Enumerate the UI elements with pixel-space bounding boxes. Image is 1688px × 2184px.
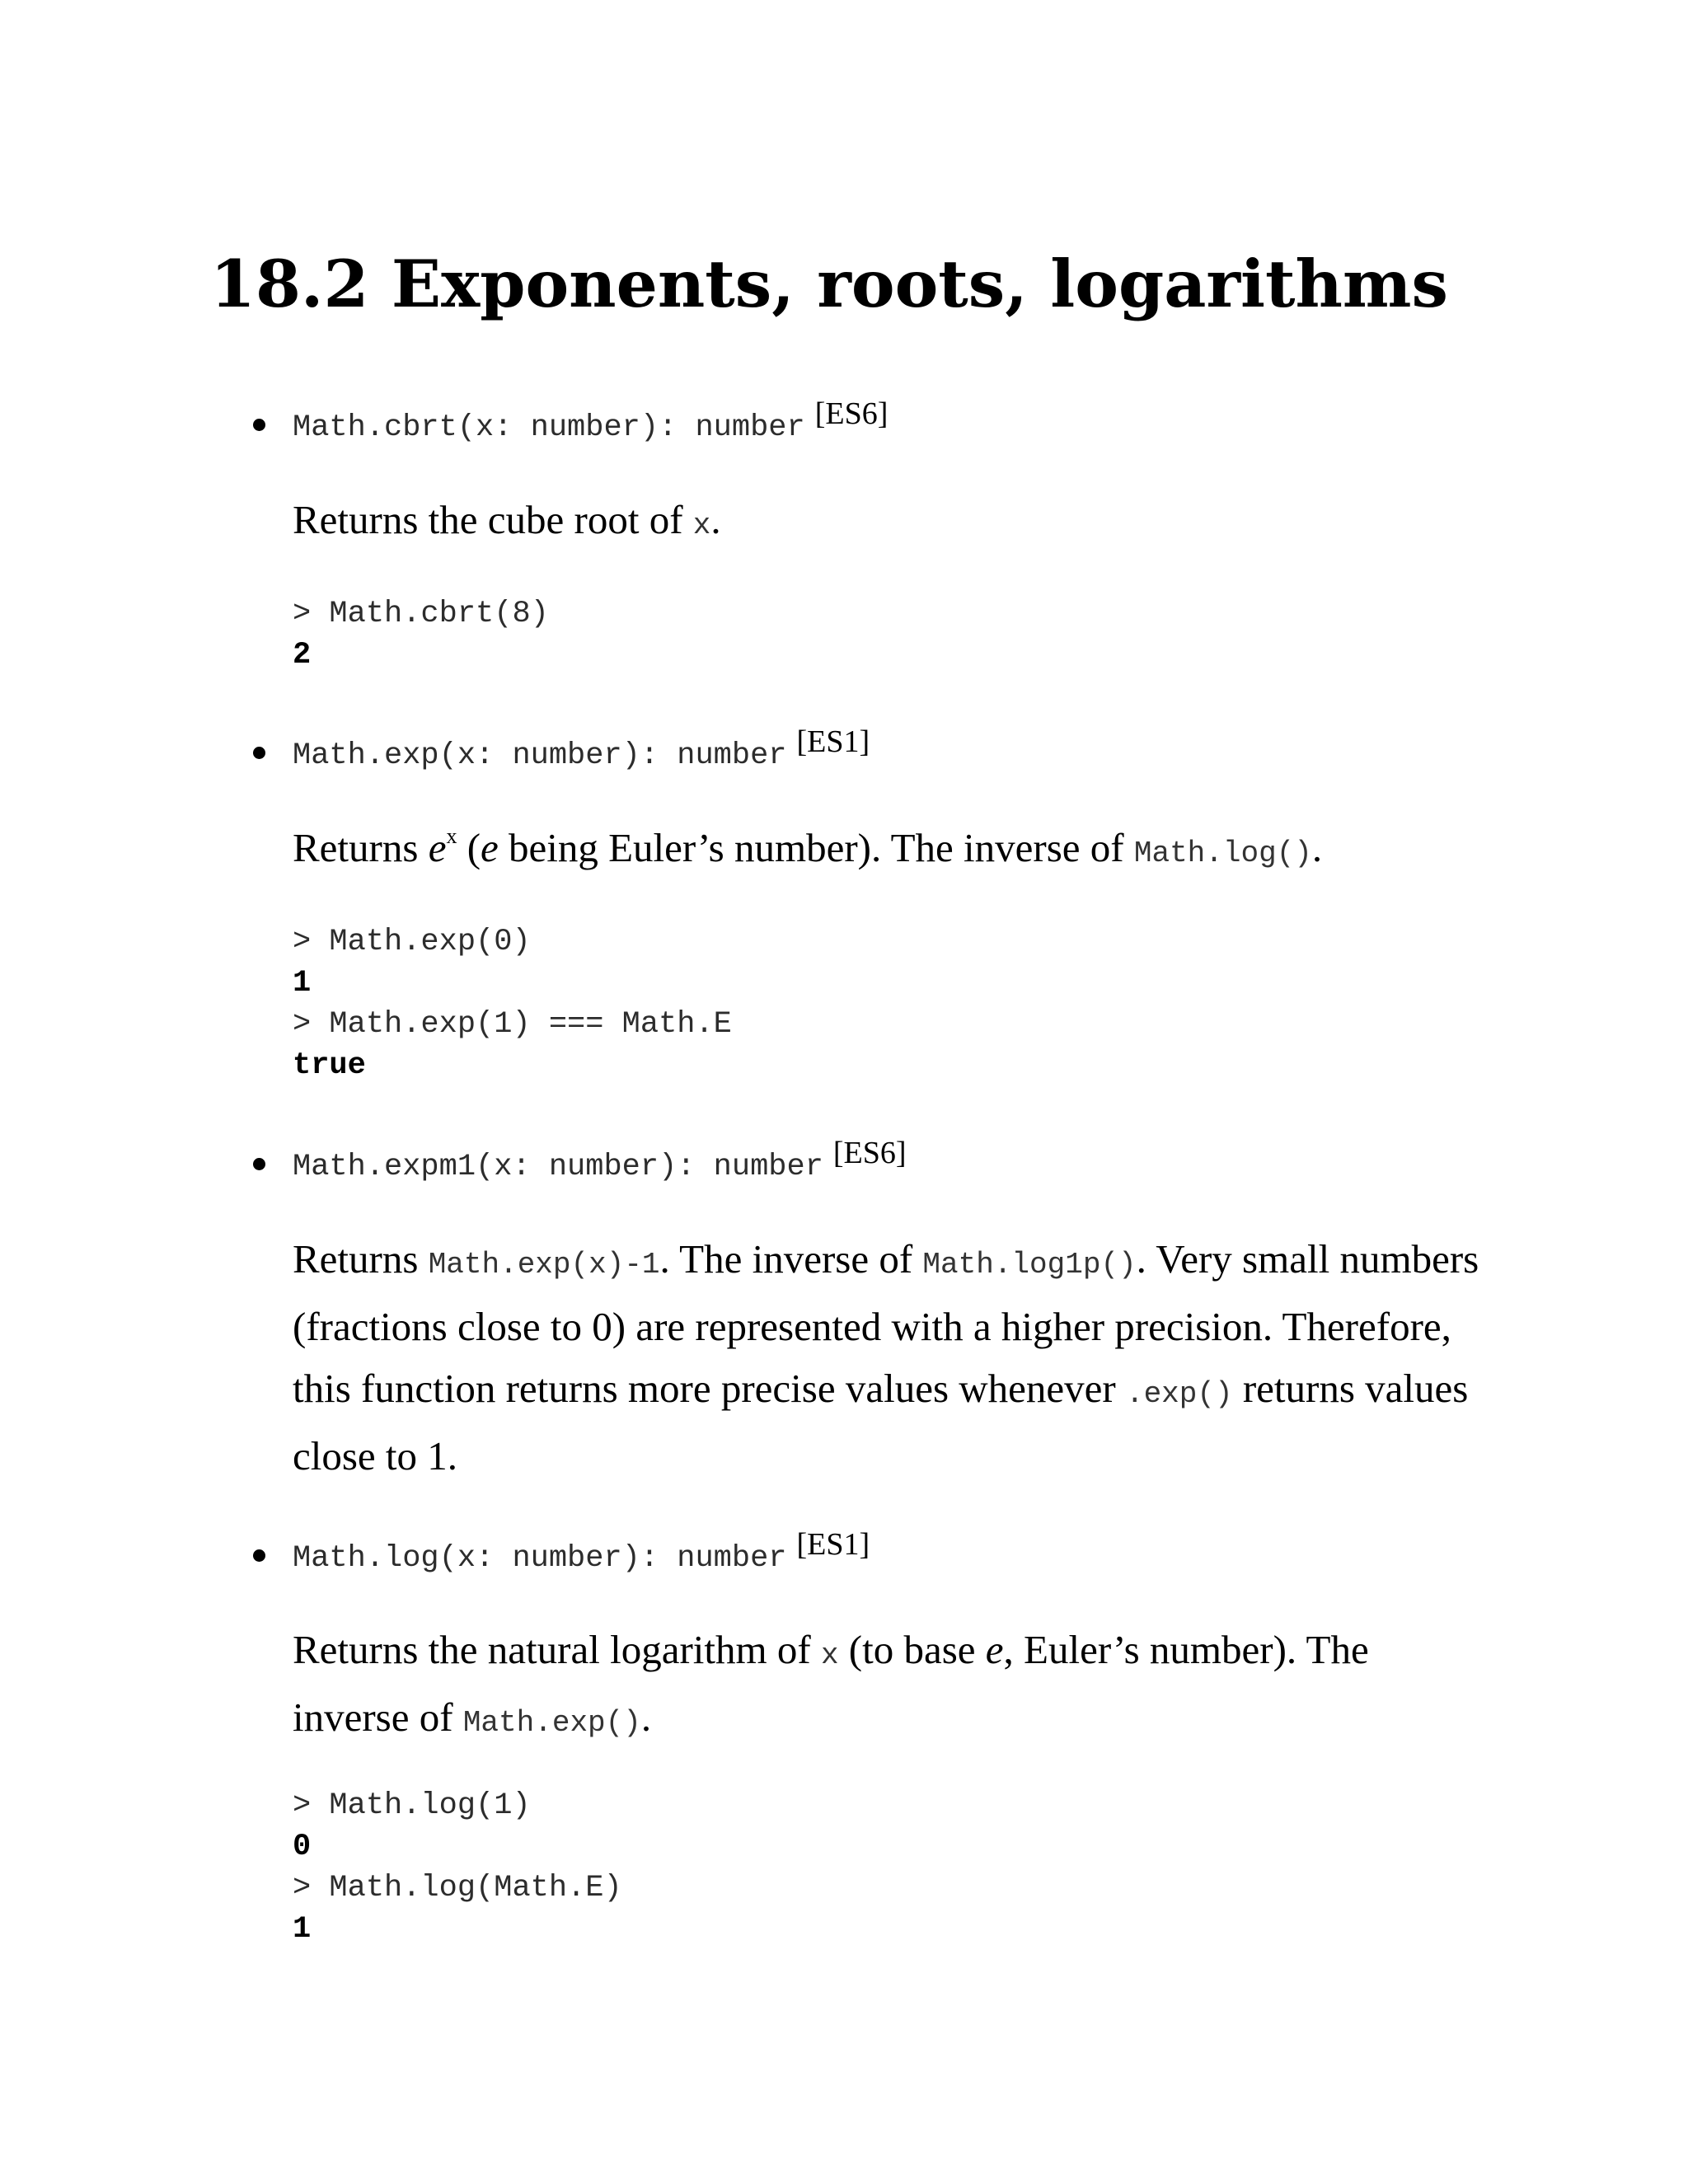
signature-text: Math.exp(x: number): number: [293, 738, 787, 773]
repl-output: 0: [293, 1830, 312, 1864]
code-example-exp: [293, 921, 732, 1086]
desc-text: Returns the natural logarithm of: [293, 1627, 821, 1672]
repl-input: > Math.cbrt(8): [293, 597, 549, 631]
math-symbol: e: [985, 1627, 1004, 1672]
signature-cbrt: [293, 396, 889, 445]
desc-text: returns values close to 1.: [293, 1366, 1469, 1479]
desc-text: .: [1311, 825, 1323, 870]
desc-text: Returns the cube root of: [293, 497, 693, 542]
repl-output: true: [293, 1048, 366, 1083]
inline-code: Math.exp(x)-1: [428, 1248, 660, 1282]
superscript: x: [446, 824, 457, 848]
desc-text: .: [710, 497, 721, 542]
desc-text: (to base: [838, 1627, 986, 1672]
desc-text: . Very small numbers (fractions close to 0) are represented with a higher precision. Therefore, this function returns more precise values whenever: [293, 1236, 1479, 1411]
code-example-log: [293, 1785, 622, 1950]
repl-input: > Math.exp(0): [293, 925, 531, 959]
signature-expm1: [293, 1136, 907, 1184]
repl-input: > Math.log(1): [293, 1788, 531, 1823]
inline-code: x: [692, 509, 711, 542]
es-version-tag: [ES1]: [796, 1527, 870, 1562]
repl-output: 2: [293, 638, 312, 673]
desc-text: Returns: [293, 825, 429, 870]
repl-input: > Math.log(Math.E): [293, 1871, 622, 1905]
bullet-icon: [253, 747, 265, 759]
inline-code: Math.exp(): [462, 1706, 641, 1740]
desc-text: , Euler’s number). The inverse of: [293, 1627, 1369, 1740]
bullet-icon: [253, 1158, 265, 1170]
math-symbol: e: [428, 825, 447, 870]
inline-code: Math.log(): [1133, 837, 1312, 870]
inline-code: Math.log1p(): [922, 1248, 1137, 1282]
description-log: [293, 1619, 1479, 1754]
desc-text: being Euler’s number). The inverse of: [498, 825, 1134, 870]
signature-text: Math.expm1(x: number): number: [293, 1150, 823, 1184]
repl-output: 1: [293, 1912, 312, 1947]
desc-text: (: [457, 825, 481, 870]
signature-text: Math.cbrt(x: number): number: [293, 410, 805, 445]
bullet-icon: [253, 1549, 265, 1562]
repl-input: > Math.exp(1) === Math.E: [293, 1007, 732, 1042]
signature-exp: [293, 724, 870, 773]
es-version-tag: [ES6]: [832, 1136, 907, 1170]
bullet-icon: [253, 419, 265, 431]
desc-text: Returns: [293, 1236, 429, 1282]
es-version-tag: [ES6]: [814, 396, 889, 431]
description-expm1: [293, 1228, 1479, 1487]
repl-output: 1: [293, 966, 312, 1001]
desc-text: . The inverse of: [659, 1236, 923, 1282]
signature-log: [293, 1527, 870, 1576]
es-version-tag: [ES1]: [796, 724, 870, 759]
code-example-cbrt: [293, 593, 549, 676]
math-symbol: e: [481, 825, 499, 870]
inline-code: .exp(): [1125, 1377, 1233, 1411]
inline-code: x: [820, 1638, 839, 1672]
page-title: 18.2 Exponents, roots, logarithms: [210, 246, 1449, 322]
desc-text: .: [640, 1694, 652, 1740]
description-cbrt: [293, 489, 1479, 556]
description-exp: [293, 817, 1479, 884]
signature-text: Math.log(x: number): number: [293, 1541, 787, 1576]
